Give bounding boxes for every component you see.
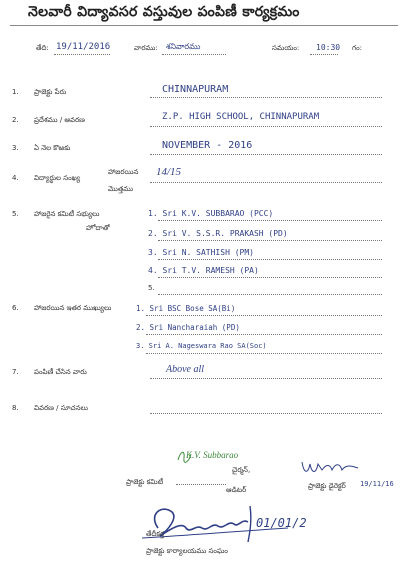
chairman-label: చైర్మన్, bbox=[232, 466, 251, 474]
director-date: 19/11/16 bbox=[360, 480, 394, 488]
row-4-label: విద్యార్థుల సంఖ్య bbox=[34, 174, 81, 182]
row-7-label: పంపిణీ చేసిన వారు bbox=[34, 368, 87, 376]
row-7-value: Above all bbox=[166, 364, 205, 375]
row-1-number: 1. bbox=[12, 88, 19, 96]
accountant-label: తేదీకర్త bbox=[146, 530, 165, 538]
row-5-label-designation: హోదాతో bbox=[86, 224, 110, 232]
office-label: ప్రాజెక్టు కార్యాలయము సంఘం bbox=[146, 547, 228, 555]
director-label: ప్రాజెక్టు డైరెక్టర్ bbox=[308, 482, 346, 490]
committee-signature: K.V. Subbarao bbox=[186, 450, 239, 460]
day-value: శనివారము bbox=[166, 42, 201, 51]
row-7-number: 7. bbox=[12, 368, 19, 376]
row-1-value: CHINNAPURAM bbox=[162, 84, 229, 95]
signature-mark-icon bbox=[176, 448, 192, 464]
accountant-date: 01/01/2 bbox=[256, 516, 307, 530]
committee-member-5: 5. bbox=[148, 284, 155, 292]
row-6-label: హాజరయిన ఇతర ముఖ్యులు bbox=[34, 304, 112, 312]
auditor-label: ఆడిటర్ bbox=[226, 486, 247, 494]
day-label: వారము: bbox=[134, 44, 158, 52]
row-3-value: NOVEMBER - 2016 bbox=[162, 140, 253, 151]
other-member-3: 3. Sri A. Nageswara Rao SA(Soc) bbox=[136, 342, 267, 350]
row-5-label: హాజరైన కమిటీ సభ్యులు bbox=[34, 210, 100, 218]
row-1-label: ప్రాజెక్టు పేరు bbox=[34, 88, 67, 96]
row-3-label: ఏ నెల కొఱకు bbox=[34, 144, 71, 152]
row-2-label: ప్రదేశము / ఆవరణ bbox=[34, 116, 85, 124]
director-signature-icon bbox=[300, 456, 360, 478]
row-5-number: 5. bbox=[12, 210, 19, 218]
date-value: 19/11/2016 bbox=[56, 42, 111, 52]
row-8-number: 8. bbox=[12, 404, 19, 412]
other-member-1: 1. Sri BSC Bose SA(Bi) bbox=[136, 304, 236, 313]
row-4-label-total: మొత్తము bbox=[108, 185, 134, 193]
row-2-number: 2. bbox=[12, 116, 19, 124]
row-8-label: వివరణ / సూచనలు bbox=[34, 404, 88, 412]
committee-member-4: 4. Sri T.V. RAMESH (PA) bbox=[148, 266, 259, 275]
committee-member-2: 2. Sri V. S.S.R. PRAKASH (PD) bbox=[148, 229, 288, 238]
committee-member-1: 1. Sri K.V. SUBBARAO (PCC) bbox=[148, 209, 274, 218]
other-member-2: 2. Sri Nancharaiah (PD) bbox=[136, 323, 240, 332]
date-label: తేది: bbox=[36, 44, 49, 52]
row-3-number: 3. bbox=[12, 144, 19, 152]
time-label: సమయం: bbox=[272, 44, 300, 52]
time-unit: గం: bbox=[352, 44, 362, 52]
project-committee-label: ప్రాజెక్టు కమిటీ bbox=[126, 478, 164, 486]
row-4-label-present: హాజరయిన bbox=[108, 168, 139, 176]
row-6-number: 6. bbox=[12, 304, 19, 312]
row-4-value: 14/15 bbox=[156, 166, 182, 178]
row-2-value: Z.P. HIGH SCHOOL, CHINNAPURAM bbox=[162, 112, 320, 122]
committee-member-3: 3. Sri N. SATHISH (PM) bbox=[148, 248, 254, 257]
page-title: నెలవారీ విద్యావసర వస్తువుల పంపిణీ కార్యక్రమం bbox=[28, 4, 300, 20]
time-value: 10:30 bbox=[316, 43, 341, 52]
row-4-number: 4. bbox=[12, 174, 19, 182]
title-underline bbox=[10, 25, 398, 26]
